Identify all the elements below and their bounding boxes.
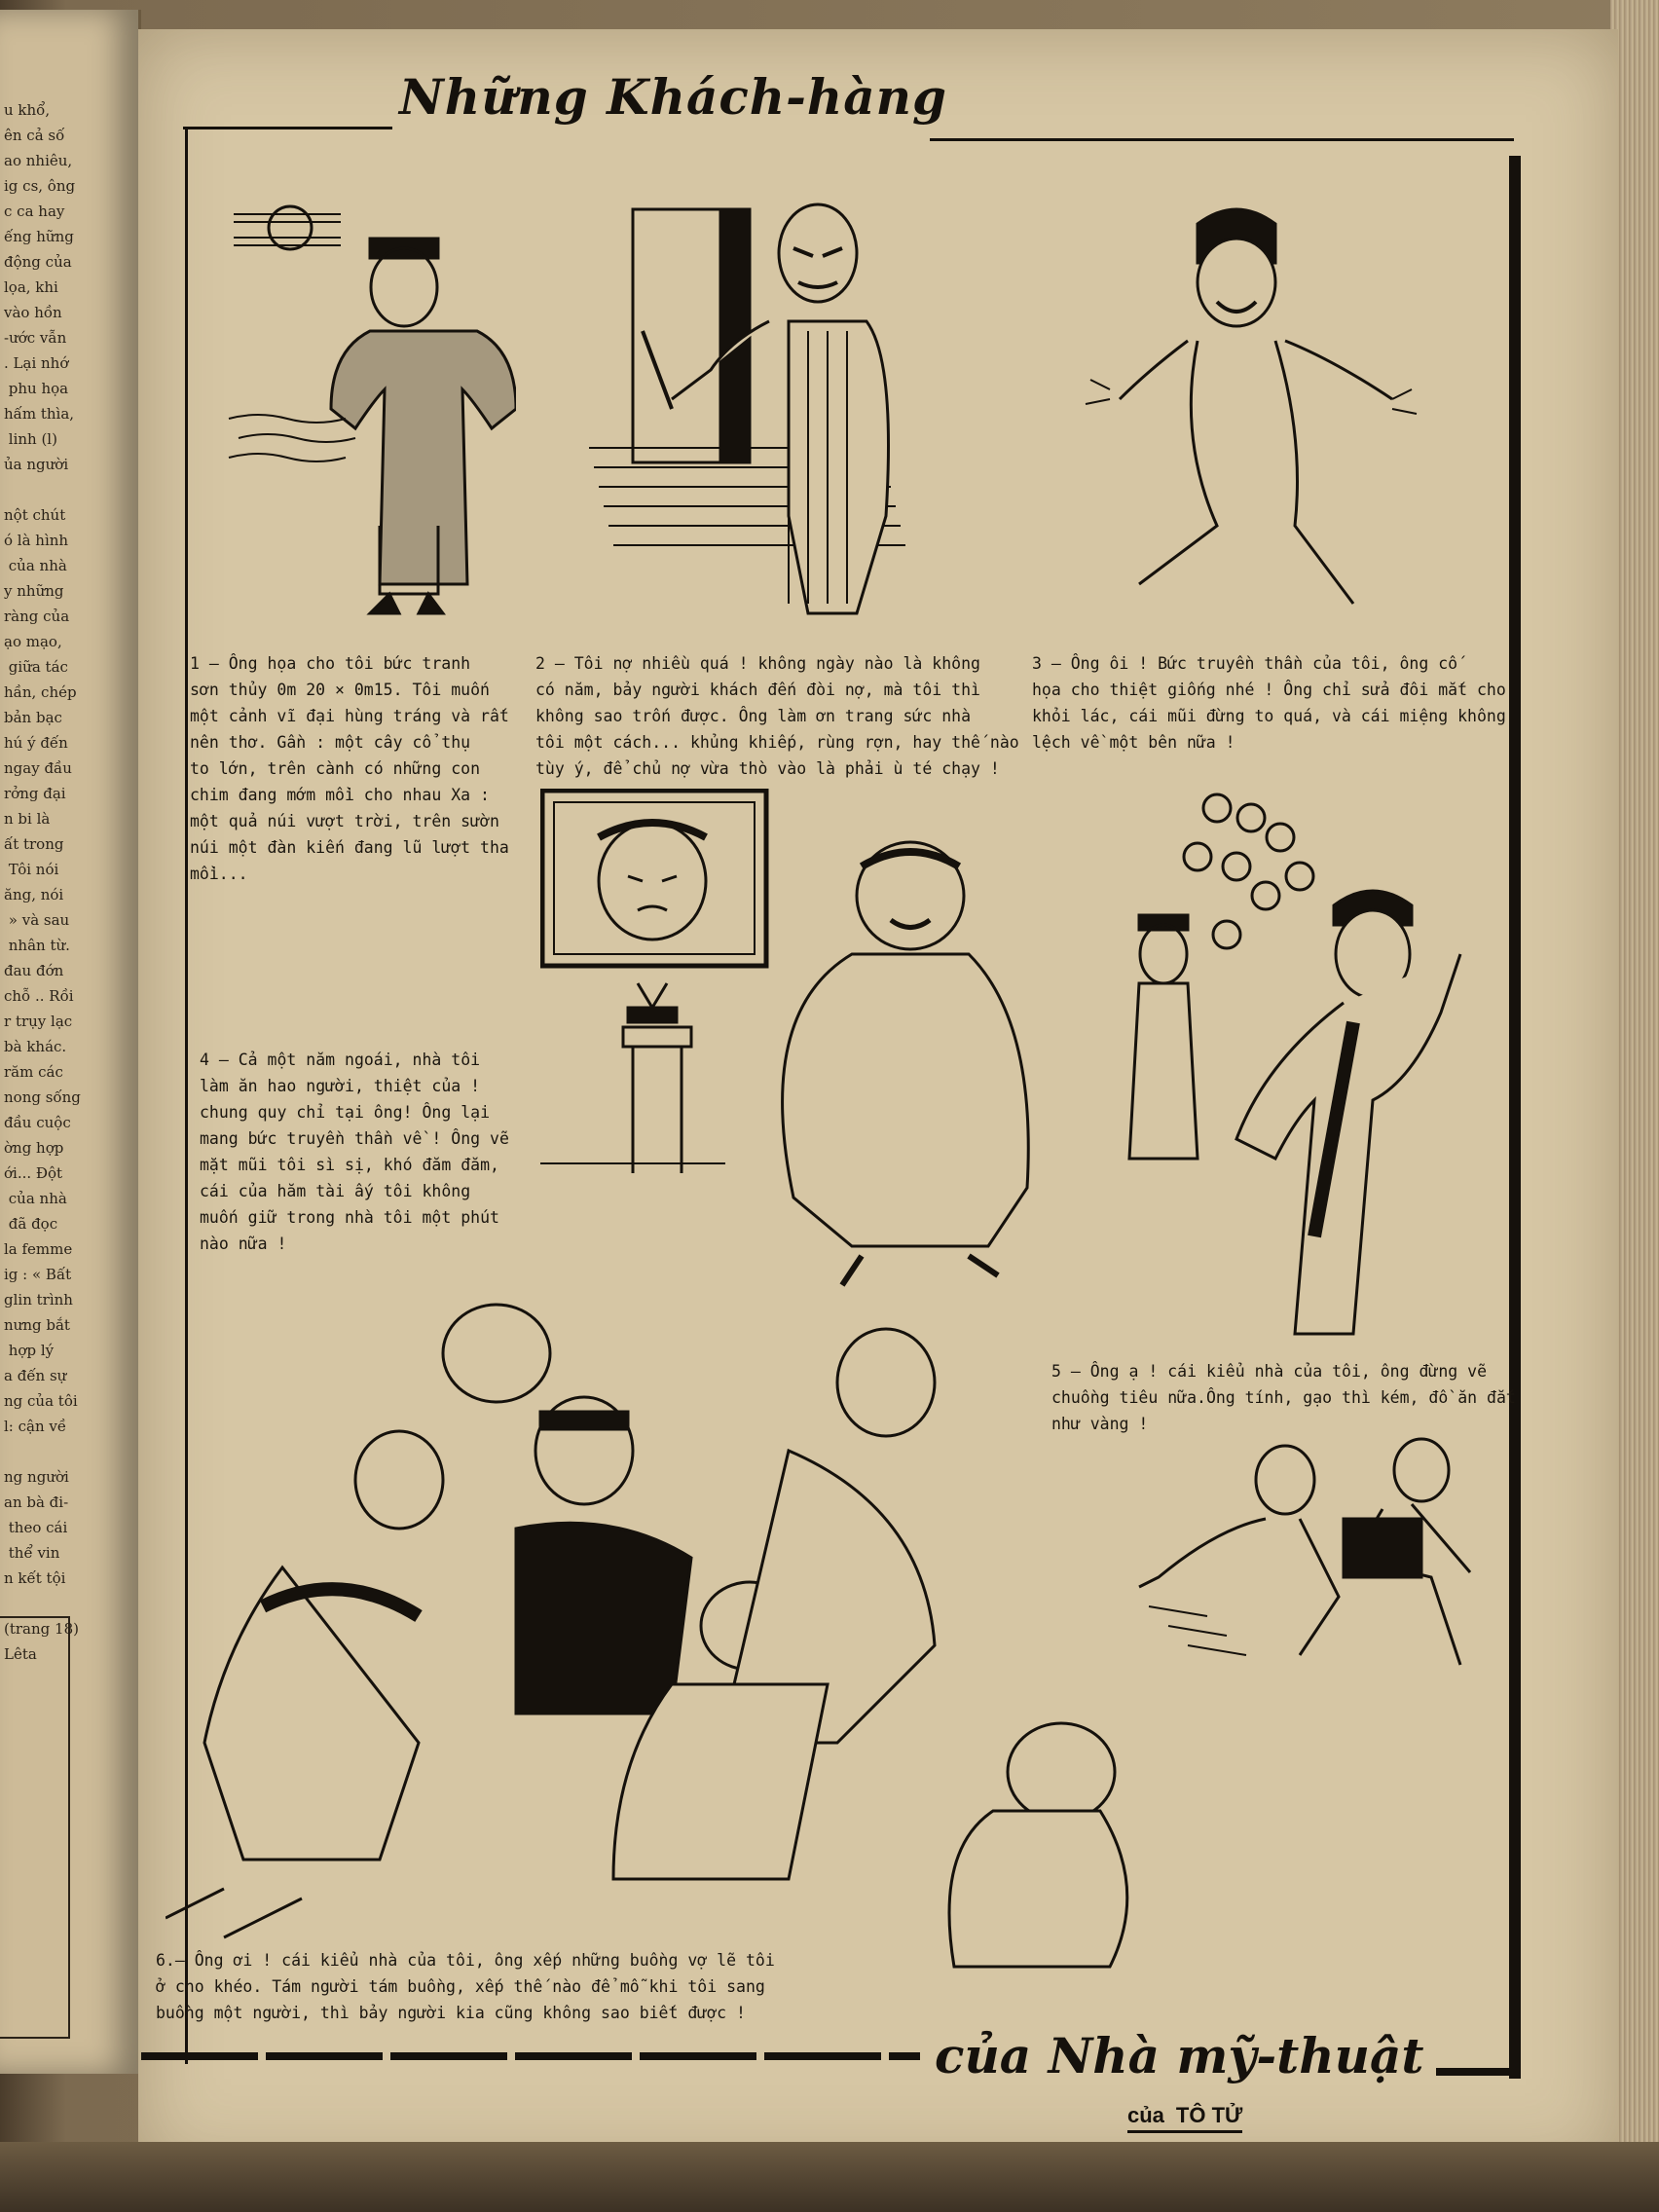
credit-name: TÔ TỬ bbox=[1175, 2103, 1243, 2127]
right-border bbox=[1509, 156, 1521, 2079]
caption-1: 1 — Ông họa cho tôi bức tranh sơn thủy 0m 20 × 0m15. Tôi muốn một cảnh vĩ đại hùng tráng và rất nên thơ. Gần : một cây cổ thụ to lớn, trên cành có những con chim đang mớm mồi cho nhau Xa : một quả núi vượt trời, trên sườn núi một đàn kiến đang lũ lượt tha mồi... bbox=[190, 654, 509, 883]
caption-2: 2 — Tôi nợ nhiều quá ! không ngày nào là không có năm, bảy người khách đến đòi nợ, mà tôi thì không sao trốn được. Ông làm ơn trang sức nhà tôi một cách... khủng khiếp, rùng rợn, hay thế nào tùy ý, để chủ nợ vừa thò vào là phải ù té chạy ! bbox=[535, 654, 1019, 778]
artist-credit bbox=[1127, 2103, 1242, 2133]
footer-rule bbox=[141, 2052, 920, 2060]
caption-6: 6.— Ông ơi ! cái kiểu nhà của tôi, ông xếp những buồng vợ lẽ tôi ở cho khéo. Tám người tám buồng, xếp thế nào để mỗ khi tôi sang buồng một người, thì bảy người kia cũng không sao biết được ! bbox=[156, 1951, 775, 2022]
illustration-6-brawl bbox=[166, 1295, 1217, 1976]
illustration-4-portrait-woman bbox=[540, 789, 1086, 1305]
left-page bbox=[0, 10, 141, 2074]
page-title: Những Khách-hàng bbox=[399, 68, 947, 126]
left-page-ad-box bbox=[0, 1616, 70, 2039]
desk-shadow bbox=[0, 2142, 1659, 2212]
illustration-2-debtor bbox=[584, 195, 974, 643]
footer-title: của Nhà mỹ-thuật bbox=[935, 2027, 1424, 2084]
caption-4: 4 — Cả một năm ngoái, nhà tôi làm ăn hao người, thiệt của ! chung quy chỉ tại ông! Ông lại mang bức truyền thần về ! Ông vẽ mặt mũi tôi sì sị, khó đăm đăm, cái của hăm tài ấy tôi không muốn giữ trong nhà tôi một phút nào nữa ! bbox=[200, 1051, 509, 1253]
illustration-5-family-crowd bbox=[1110, 789, 1499, 1353]
illustration-1-client bbox=[224, 195, 516, 643]
footer-rule-end bbox=[1436, 2068, 1519, 2076]
caption-3: 3 — Ông ôi ! Bức truyền thần của tôi, ông cố họa cho thiệt giống nhé ! Ông chỉ sửa đôi mắt cho khỏi lác, cái mũi đừng to quá, và cái miệng không lệch về một bên nữa ! bbox=[1032, 654, 1506, 752]
left-page-text: u khổ, ên cả số ao nhiêu, ig cs, ông c ca hay ếng hững động của lọa, khi vào hồn -ước vẫn . Lại nhớ phu họa hấm thìa, linh (l) ủa người nột chút ó là hình của nhà y những ràng của ạo mạo, giữa tác hần, chép bản bạc hú ý đến ngay đầu rởng đại n bi là ất trong Tôi nói ăng, nói » và sau nhân từ. đau đớn chỗ .. Rồi r trụy lạc bà khác. răm các nong sống đầu cuộc ờng hợp ới... Đột của nhà đã đọc la femme ig : « Bất glin trình nưng bắt hợp lý a đến sự ng của tôi l: cận về ng người an bà đi- theo cái thể vin n kết tội (trang 18) Lêta bbox=[4, 101, 81, 1663]
illustration-3-woman bbox=[1071, 204, 1460, 643]
credit-prefix: của bbox=[1127, 2103, 1164, 2127]
caption-5: 5 — Ông ạ ! cái kiểu nhà của tôi, ông đừng vẽ chuồng tiêu nữa.Ông tính, gạo thì kém, đồ ăn đắt như vàng ! bbox=[1051, 1362, 1516, 1433]
